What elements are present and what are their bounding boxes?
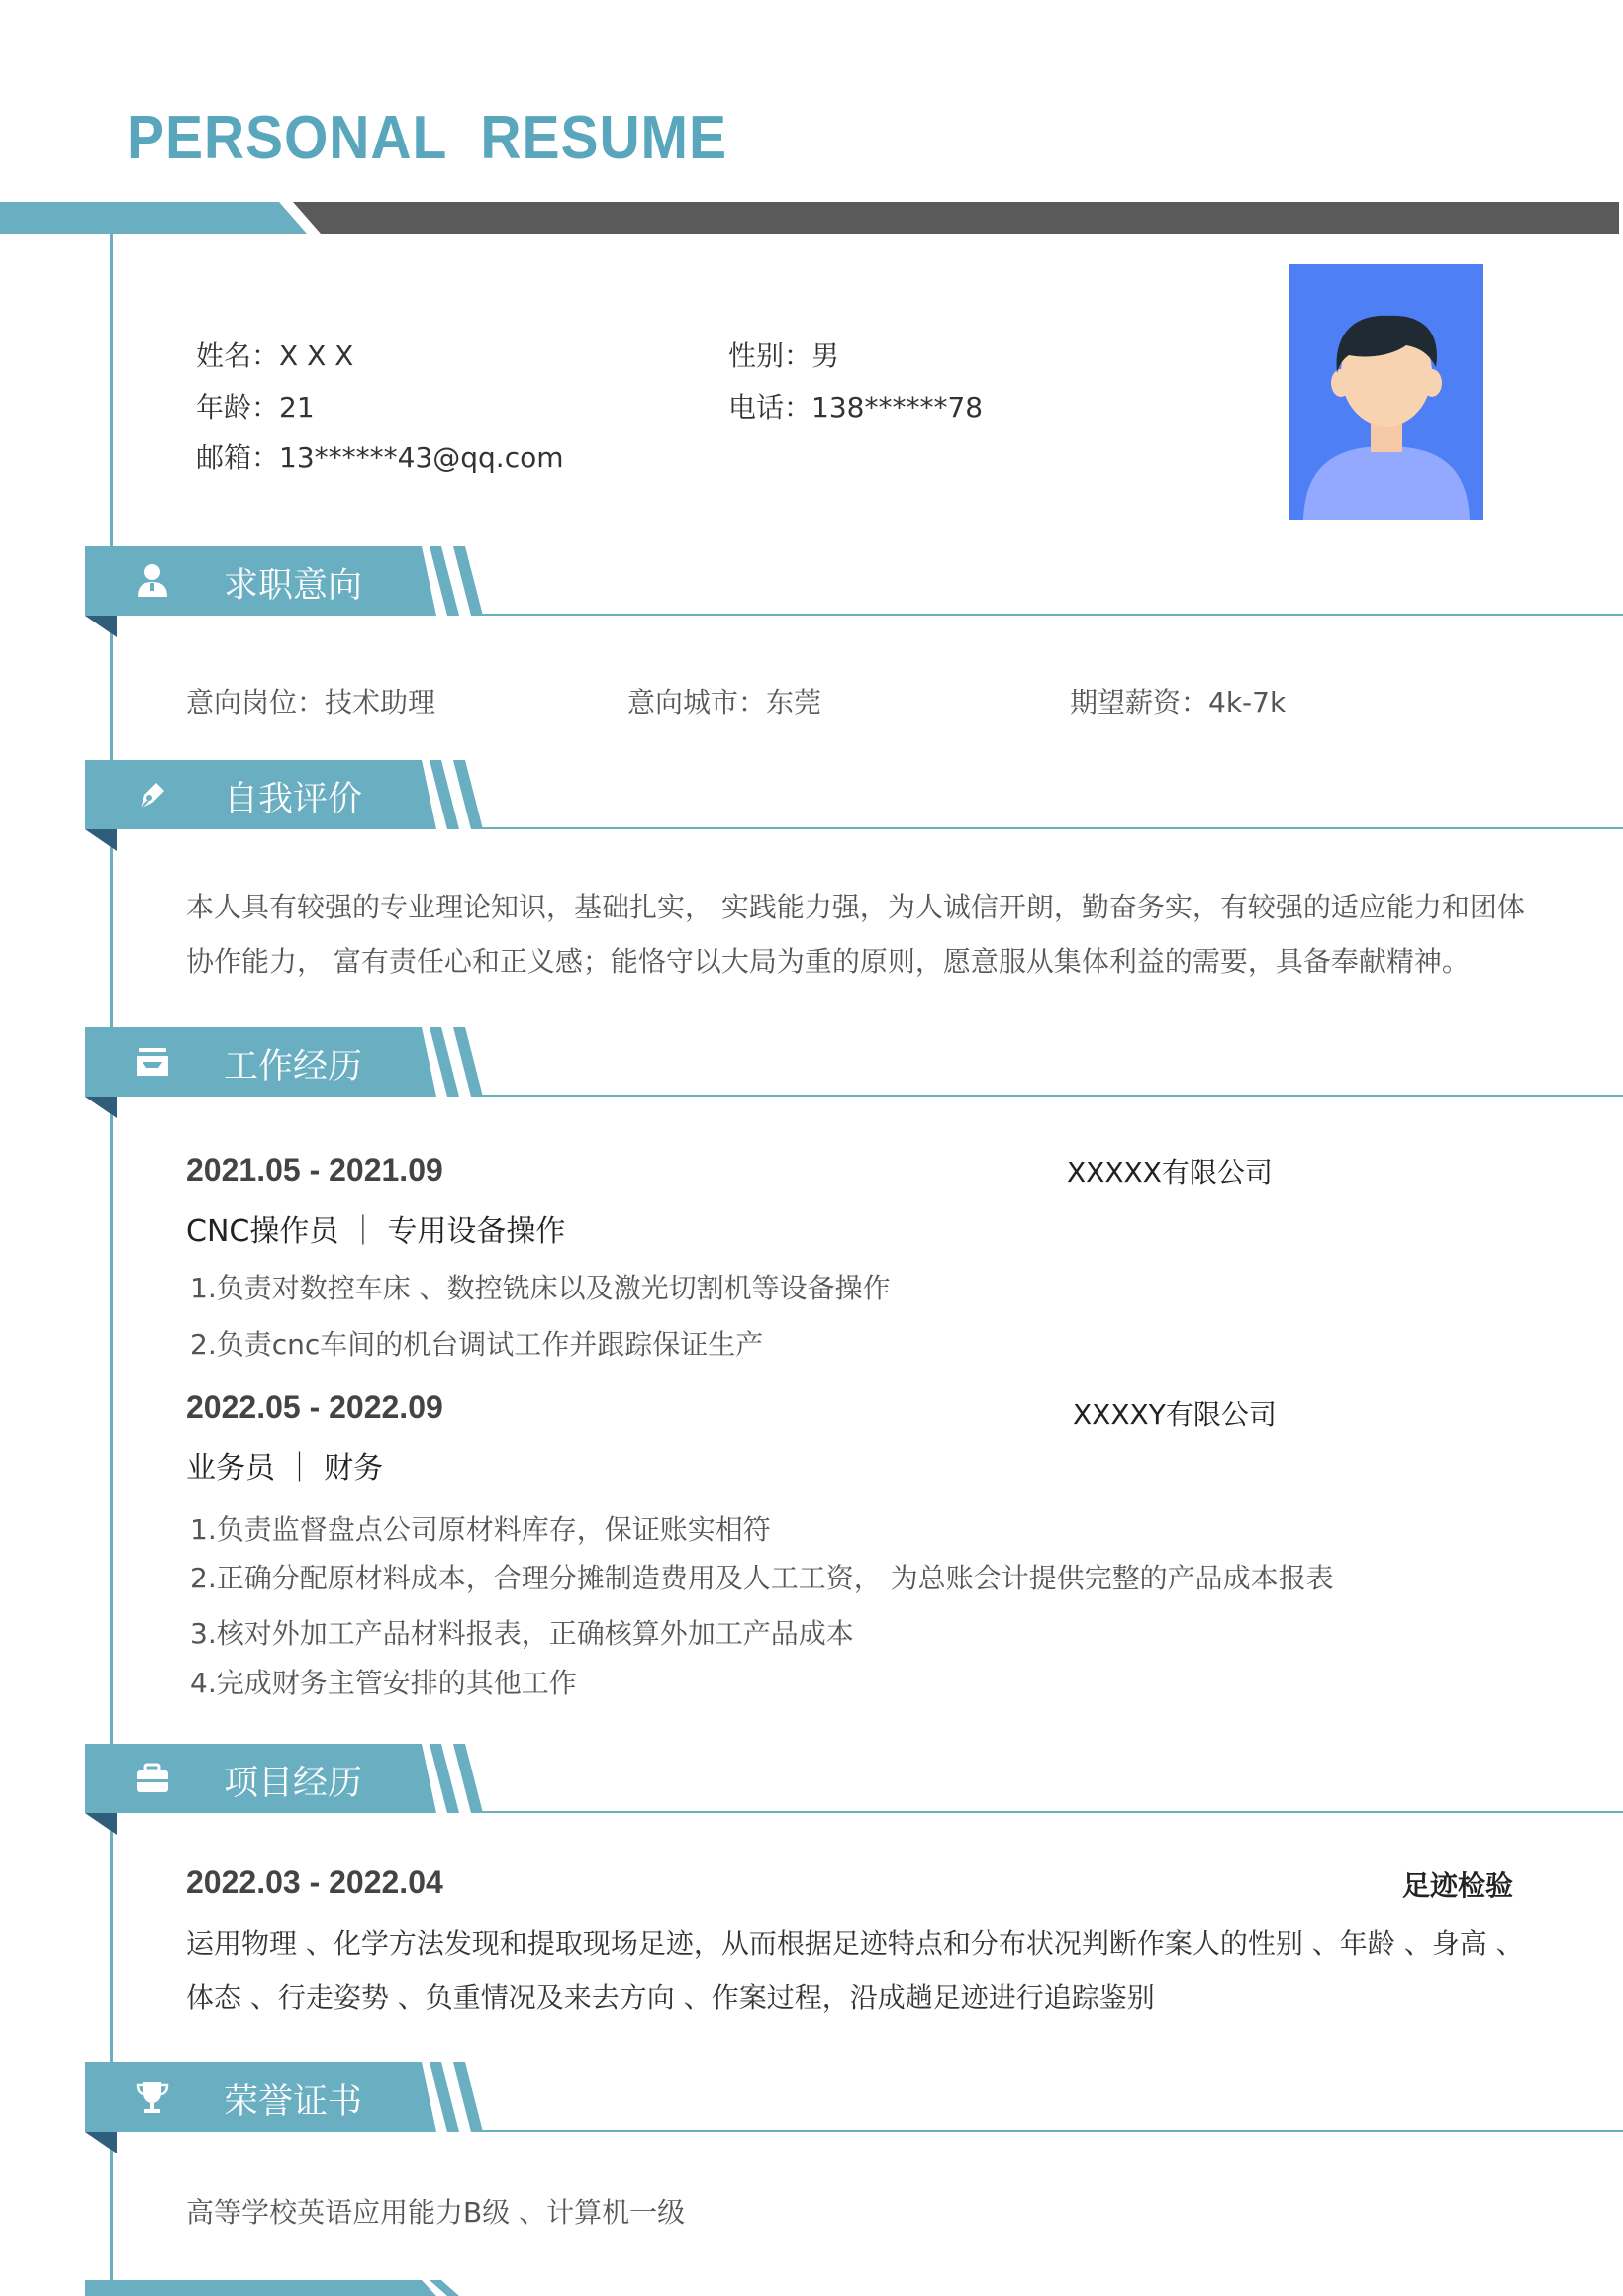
work-2-date: 2022.05 - 2022.09 xyxy=(186,1389,443,1425)
section-title-honor: 荣誉证书 xyxy=(224,2082,363,2122)
self-eval-line-2: 协作能力， 富有责任心和正义感；能恪守以大局为重的原则，愿意服从集体利益的需要，具备奉献精神。 xyxy=(186,945,1470,978)
profile-photo xyxy=(1289,264,1483,520)
honor-text: 高等学校英语应用能力B级 、计算机一级 xyxy=(186,2196,686,2229)
inbox-icon xyxy=(133,1042,172,1082)
section-header-work xyxy=(85,1027,1623,1126)
work-1-role: CNC操作员 ｜ 专用设备操作 xyxy=(186,1214,566,1249)
info-name: 姓名：X X X xyxy=(196,339,354,372)
trophy-icon xyxy=(133,2077,172,2117)
project-date: 2022.03 - 2022.04 xyxy=(186,1865,443,1900)
section-header-project xyxy=(85,1744,1623,1843)
work-1-company: XXXXX有限公司 xyxy=(1067,1156,1273,1189)
section-title-intent: 求职意向 xyxy=(224,566,363,606)
info-gender: 性别：男 xyxy=(728,339,840,372)
work-2-company: XXXXY有限公司 xyxy=(1073,1398,1277,1431)
title-word-personal: PERSONAL xyxy=(127,104,448,172)
section-title-work: 工作经历 xyxy=(224,1047,363,1087)
avatar-icon xyxy=(1289,264,1483,520)
intent-salary: 期望薪资：4k-7k xyxy=(1070,686,1287,718)
work-1-duty-2: 2.负责cnc车间的机台调试工作并跟踪保证生产 xyxy=(190,1328,764,1361)
section-header-self xyxy=(85,760,1623,859)
info-email: 邮箱：13******43@qq.com xyxy=(196,441,564,474)
pen-icon xyxy=(133,775,172,814)
work-1-duty-1: 1.负责对数控车床 、数控铣床以及激光切割机等设备操作 xyxy=(190,1272,891,1304)
section-title-project: 项目经历 xyxy=(224,1764,363,1803)
info-age: 年龄：21 xyxy=(196,391,315,424)
timeline-line xyxy=(110,234,113,2296)
title-word-resume: RESUME xyxy=(480,104,727,172)
user-icon xyxy=(133,561,172,601)
section-header-honor xyxy=(85,2062,1623,2161)
intent-city: 意向城市：东莞 xyxy=(627,686,822,718)
work-2-role: 业务员 ｜ 财务 xyxy=(186,1451,384,1485)
section-header-intent xyxy=(85,546,1623,645)
project-line-1: 运用物理 、化学方法发现和提取现场足迹，从而根据足迹特点和分布状况判断作案人的性别 、年龄 、身高 、 xyxy=(186,1927,1524,1960)
work-2-duty-2: 2.正确分配原材料成本，合理分摊制造费用及人工工资， 为总账会计提供完整的产品成本报表 xyxy=(190,1562,1334,1594)
header-accent-bar xyxy=(0,202,307,234)
intent-position: 意向岗位：技术助理 xyxy=(186,686,436,718)
work-2-duty-4: 4.完成财务主管安排的其他工作 xyxy=(190,1667,577,1699)
briefcase-icon xyxy=(133,1759,172,1798)
project-description xyxy=(186,1916,1572,2025)
section-title-self: 自我评价 xyxy=(224,780,363,819)
project-name: 足迹检验 xyxy=(1402,1869,1514,1902)
work-2-duty-1: 1.负责监督盘点公司原材料库存，保证账实相符 xyxy=(190,1513,771,1546)
info-phone: 电话：138******78 xyxy=(728,391,984,424)
work-2-duty-3: 3.核对外加工产品材料报表，正确核算外加工产品成本 xyxy=(190,1617,854,1650)
work-1-date: 2021.05 - 2021.09 xyxy=(186,1152,443,1188)
project-line-2: 体态 、行走姿势 、负重情况及来去方向 、作案过程，沿成趟足迹进行追踪鉴别 xyxy=(186,1981,1155,2014)
self-eval-text xyxy=(186,880,1572,989)
header-dark-bar xyxy=(293,202,1619,234)
resume-title xyxy=(127,103,727,173)
self-eval-line-1: 本人具有较强的专业理论知识，基础扎实， 实践能力强，为人诚信开朗，勤奋务实，有较强的适应能力和团体 xyxy=(186,891,1525,923)
next-section-header-partial xyxy=(85,2280,436,2296)
